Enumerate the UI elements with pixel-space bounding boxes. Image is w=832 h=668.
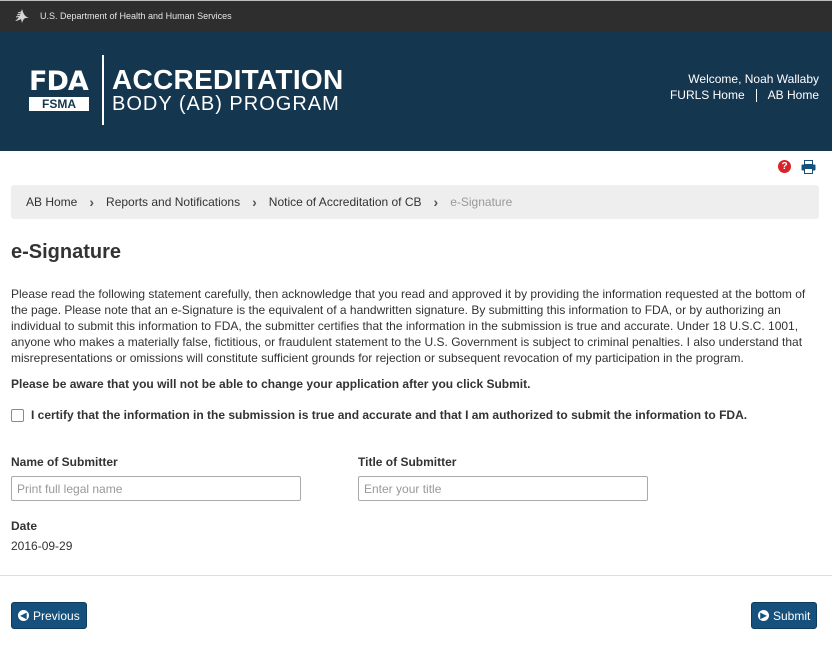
esignature-statement: Please read the following statement carefully, then acknowledge that you read and approved it by providing the information requested at the bottom of the page. Please note that an e-Signature is the equivalent of a handwritten signature. By submitting this information to FDA, or by authorizing an individual to submit this information to FDA, the submitter certifies that the information in the submission is true and accurate. Under 18 U.S.C. 1001, anyone who makes a materially false, fictitious, or fraudulent statement to the U.S. Government is subject to criminal penalties. I also understand that misrepresentations or omissions will constitute sufficient grounds for rejection or subsequent revocation of my participation in the program. [11,287,806,365]
chevron-left-circle-icon: ◀ [18,610,29,621]
breadcrumb-notice-accreditation[interactable]: Notice of Accreditation of CB [268,195,422,209]
fsma-logo-text: FSMA [29,97,89,111]
breadcrumb [11,185,819,219]
title-of-submitter-label: Title of Submitter [358,455,457,469]
logo-divider [102,55,104,125]
certify-row [11,408,747,422]
breadcrumb-ab-home[interactable]: AB Home [26,195,78,209]
footer-divider [0,575,832,576]
previous-button-label: Previous [33,608,80,623]
chevron-right-icon: › [252,194,257,210]
hhs-topbar [0,0,832,31]
chevron-right-circle-icon: ▶ [758,610,769,621]
help-icon[interactable]: ? [778,160,791,173]
certify-label[interactable]: I certify that the information in the submission is true and accurate and that I am authorized to submit the information to FDA. [31,408,748,422]
furls-home-link[interactable]: FURLS Home [669,88,745,102]
previous-button[interactable] [11,602,87,629]
breadcrumb-reports-notifications[interactable]: Reports and Notifications [106,195,241,209]
name-of-submitter-input[interactable] [11,476,301,501]
submit-button[interactable] [751,602,817,629]
date-label: Date [11,519,38,533]
date-value: 2016-09-29 [11,539,73,553]
program-subtitle: BODY (AB) PROGRAM [112,93,340,115]
chevron-right-icon: › [89,194,95,210]
page-title: e-Signature [11,241,122,263]
submit-warning: Please be aware that you will not be able to change your application after you click Submit. [11,377,531,391]
fda-fsma-logo[interactable] [29,68,93,111]
utility-icons [778,160,816,174]
link-separator [756,89,757,102]
breadcrumb-current-esignature: e-Signature [450,195,513,209]
agency-name: U.S. Department of Health and Human Services [40,11,232,21]
certify-checkbox[interactable] [11,409,24,422]
print-icon[interactable] [801,160,816,174]
ab-home-link[interactable]: AB Home [767,88,819,102]
welcome-text: Welcome, Noah Wallaby [688,72,819,86]
program-title: ACCREDITATION [112,64,344,95]
header-links [670,88,819,102]
program-banner [0,31,832,151]
title-of-submitter-input[interactable] [358,476,648,501]
chevron-right-icon: › [433,194,439,210]
fda-logo-text: FDA [29,66,88,97]
name-of-submitter-label: Name of Submitter [11,455,118,469]
hhs-eagle-icon [12,6,32,26]
submit-button-label: Submit [773,608,811,623]
